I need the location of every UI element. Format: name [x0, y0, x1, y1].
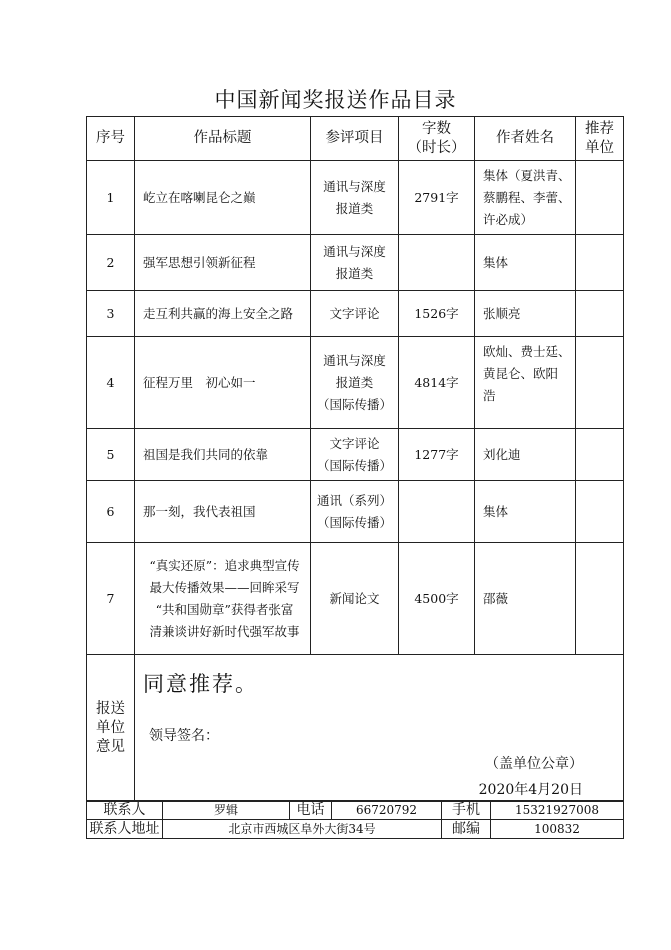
- work-title-line: 清兼谈讲好新时代强军故事: [149, 623, 300, 639]
- work-category-line: （国际传播）: [316, 457, 392, 473]
- row-number: 4: [87, 337, 135, 429]
- mobile-label: 手机: [442, 801, 491, 820]
- word-count: 1526字: [399, 291, 475, 337]
- work-title: 强军思想引领新征程: [135, 235, 311, 291]
- contact-person-label: 联系人: [87, 801, 163, 820]
- header-no: 序号: [87, 117, 135, 161]
- work-title: [135, 543, 311, 655]
- postcode-value: 100832: [491, 820, 624, 839]
- work-category: [311, 235, 399, 291]
- work-category: [311, 161, 399, 235]
- header-author: 作者姓名: [475, 117, 576, 161]
- work-category-line: 报道类: [335, 200, 374, 216]
- recommending-unit: [576, 429, 624, 481]
- header-category: 参评项目: [311, 117, 399, 161]
- contact-table: [86, 800, 624, 839]
- address-label: 联系人地址: [87, 820, 163, 839]
- author-name: [475, 291, 576, 337]
- table-body: [87, 161, 624, 655]
- author-name: [475, 429, 576, 481]
- recommending-unit: [576, 291, 624, 337]
- author-name-line: 欧灿、费士廷、: [483, 344, 571, 359]
- row-number: 3: [87, 291, 135, 337]
- mobile-value: 15321927008: [491, 801, 624, 820]
- word-count: [399, 481, 475, 543]
- word-count: 2791字: [399, 161, 475, 235]
- author-name: [475, 481, 576, 543]
- contact-row: [87, 801, 624, 820]
- work-category-line: 通讯与深度: [323, 243, 386, 259]
- author-name: [475, 337, 576, 429]
- header-words: [399, 117, 475, 161]
- author-name-line: 邵薇: [483, 590, 509, 606]
- opinion-cell: [135, 655, 624, 802]
- work-category-line: 通讯与深度: [323, 178, 386, 194]
- opinion-date: 2020年4月20日: [478, 782, 583, 798]
- work-title: 走互利共赢的海上安全之路: [135, 291, 311, 337]
- word-count: 1277字: [399, 429, 475, 481]
- header-title: 作品标题: [135, 117, 311, 161]
- postcode-label: 邮编: [442, 820, 491, 839]
- table-row: [87, 337, 624, 429]
- table-row: [87, 429, 624, 481]
- table-row: [87, 481, 624, 543]
- work-title: 征程万里 初心如一: [135, 337, 311, 429]
- phone-label: 电话: [290, 801, 332, 820]
- author-name-line: 许必成）: [483, 212, 534, 227]
- row-number: 2: [87, 235, 135, 291]
- contact-person: 罗辑: [163, 801, 290, 820]
- works-table: [86, 116, 624, 802]
- author-name-line: 集体（夏洪青、: [483, 168, 571, 183]
- recommending-unit: [576, 337, 624, 429]
- work-title-line: “共和国勋章”获得者张富: [155, 601, 294, 617]
- header-words-line2: （时长）: [407, 139, 466, 156]
- word-count: 4814字: [399, 337, 475, 429]
- header-unit-line2: 单位: [585, 139, 614, 156]
- opinion-label: [87, 655, 135, 802]
- header-unit-line1: 推荐: [585, 120, 614, 137]
- recommending-unit: [576, 161, 624, 235]
- address-value: 北京市西城区阜外大街34号: [163, 820, 442, 839]
- leader-signature-label: 领导签名：: [149, 728, 219, 744]
- author-name-line: 浩: [483, 388, 496, 403]
- page-title: 中国新闻奖报送作品目录: [214, 88, 457, 112]
- work-title-line: 最大传播效果——回眸采写: [149, 579, 300, 595]
- row-number: 1: [87, 161, 135, 235]
- word-count: 4500字: [399, 543, 475, 655]
- address-row: [87, 820, 624, 839]
- opinion-row: [87, 655, 624, 802]
- author-name: [475, 161, 576, 235]
- work-title: 屹立在喀喇昆仑之巅: [135, 161, 311, 235]
- work-category: [311, 429, 399, 481]
- work-category: [311, 291, 399, 337]
- author-name-line: 集体: [483, 254, 509, 270]
- work-category-line: （国际传播）: [316, 396, 392, 412]
- work-category-line: 文字评论: [329, 435, 380, 451]
- work-category: [311, 481, 399, 543]
- author-name: [475, 543, 576, 655]
- author-name-line: 集体: [483, 503, 509, 519]
- work-category-line: 新闻论文: [329, 590, 380, 606]
- table-row: [87, 543, 624, 655]
- recommending-unit: [576, 235, 624, 291]
- work-title-line: “真实还原”：追求典型宣传: [149, 557, 300, 573]
- work-category-line: （国际传播）: [316, 514, 392, 530]
- opinion-label-line: 意见: [96, 738, 125, 755]
- work-category-line: 报道类: [335, 374, 374, 390]
- word-count: [399, 235, 475, 291]
- work-title: 那一刻，我代表祖国: [135, 481, 311, 543]
- author-name-line: 刘化迪: [483, 446, 521, 462]
- author-name-line: 黄昆仑、欧阳: [483, 366, 559, 381]
- header-words-line1: 字数: [422, 120, 451, 137]
- row-number: 7: [87, 543, 135, 655]
- stamp-note: （盖单位公章）: [485, 756, 583, 772]
- work-category-line: 通讯（系列）: [316, 492, 392, 508]
- recommending-unit: [576, 543, 624, 655]
- work-category-line: 通讯与深度: [323, 352, 386, 368]
- work-category: [311, 543, 399, 655]
- author-name-line: 张顺亮: [483, 305, 521, 321]
- recommending-unit: [576, 481, 624, 543]
- table-row: [87, 161, 624, 235]
- row-number: 6: [87, 481, 135, 543]
- opinion-text: 同意推荐。: [143, 672, 258, 696]
- table-header-row: [87, 117, 624, 161]
- author-name-line: 蔡鹏程、李蕾、: [483, 190, 571, 205]
- opinion-label-line: 单位: [96, 719, 125, 736]
- table-row: [87, 235, 624, 291]
- phone-value: 66720792: [332, 801, 442, 820]
- header-unit: [576, 117, 624, 161]
- work-category-line: 文字评论: [329, 305, 380, 321]
- work-title: 祖国是我们共同的依靠: [135, 429, 311, 481]
- author-name: [475, 235, 576, 291]
- work-category: [311, 337, 399, 429]
- opinion-label-line: 报送: [96, 700, 125, 717]
- table-row: [87, 291, 624, 337]
- row-number: 5: [87, 429, 135, 481]
- work-category-line: 报道类: [335, 265, 374, 281]
